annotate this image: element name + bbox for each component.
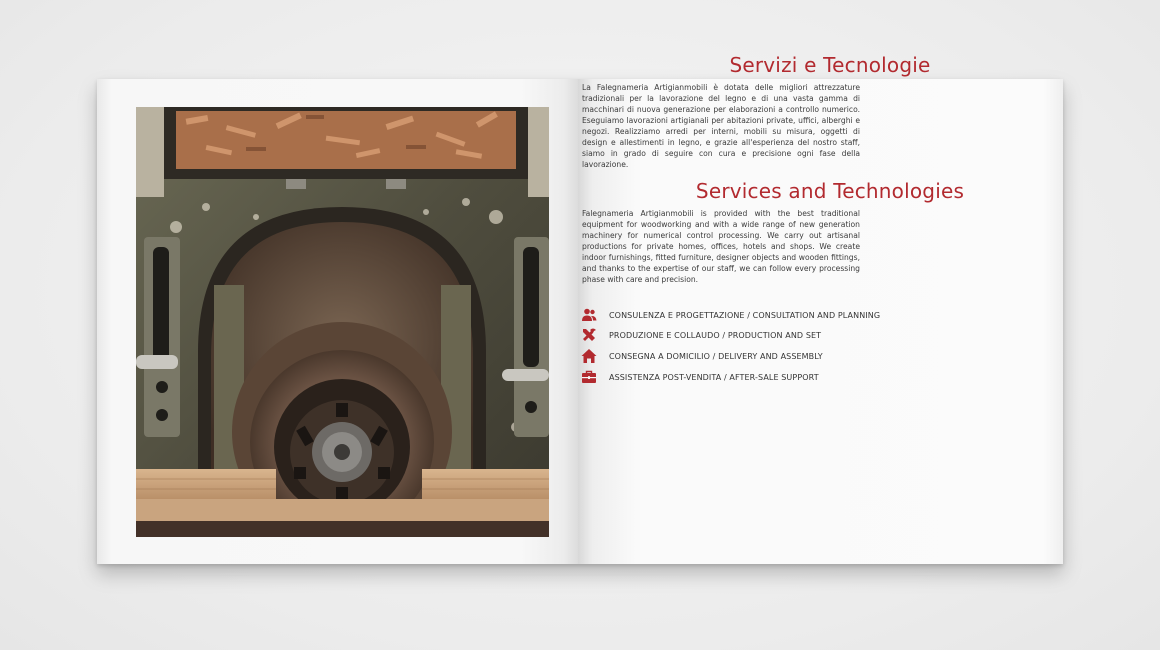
toolbox-icon bbox=[581, 369, 597, 385]
service-item bbox=[581, 348, 823, 364]
paragraph-english: Falegnameria Artigianmobili is provided with the best traditional equipment for woodworking and with a wide range of new generation machinery for numerical control processing. We carry out artisanal productions for private homes, offices, hotels and shops. We create indoor furnishings, fitted furniture, designer objects and wooden fittings, and thanks to the expertise of our staff, we can follow every processing phase with care and precision. bbox=[582, 209, 860, 284]
service-label: PRODUZIONE E COLLAUDO / PRODUCTION AND SET bbox=[609, 330, 822, 340]
woodworking-machine-photo bbox=[136, 107, 549, 537]
service-item bbox=[581, 327, 821, 343]
people-icon bbox=[581, 307, 597, 323]
home-icon bbox=[581, 348, 597, 364]
service-label: CONSULENZA E PROGETTAZIONE / CONSULTATION AND PLANNING bbox=[609, 310, 881, 320]
service-item bbox=[581, 369, 819, 385]
tools-icon bbox=[581, 327, 597, 343]
paragraph-italian: La Falegnameria Artigianmobili è dotata delle migliori attrezzature tradizionali per la lavorazione del legno e di una vasta gamma di macchinari di nuova generazione per elaborazioni a controllo numerico. Eseguiamo lavorazioni artigianali per abitazioni private, uffici, alberghi e negozi. Realizziamo arredi per interni, mobili su misura, oggetti di design e allestimenti in legno, e grazie all'esperienza del nostro staff, siamo in grado di seguire con cura e precisione ogni fase della lavorazione. bbox=[582, 83, 860, 169]
service-item bbox=[581, 307, 880, 323]
brochure-spread bbox=[97, 79, 1063, 564]
service-label: ASSISTENZA POST-VENDITA / AFTER-SALE SUPPORT bbox=[609, 372, 819, 382]
left-page bbox=[97, 79, 578, 564]
service-label: CONSEGNA A DOMICILIO / DELIVERY AND ASSEMBLY bbox=[609, 351, 823, 361]
heading-italian: Servizi e Tecnologie bbox=[729, 53, 931, 77]
heading-english: Services and Technologies bbox=[695, 179, 965, 203]
